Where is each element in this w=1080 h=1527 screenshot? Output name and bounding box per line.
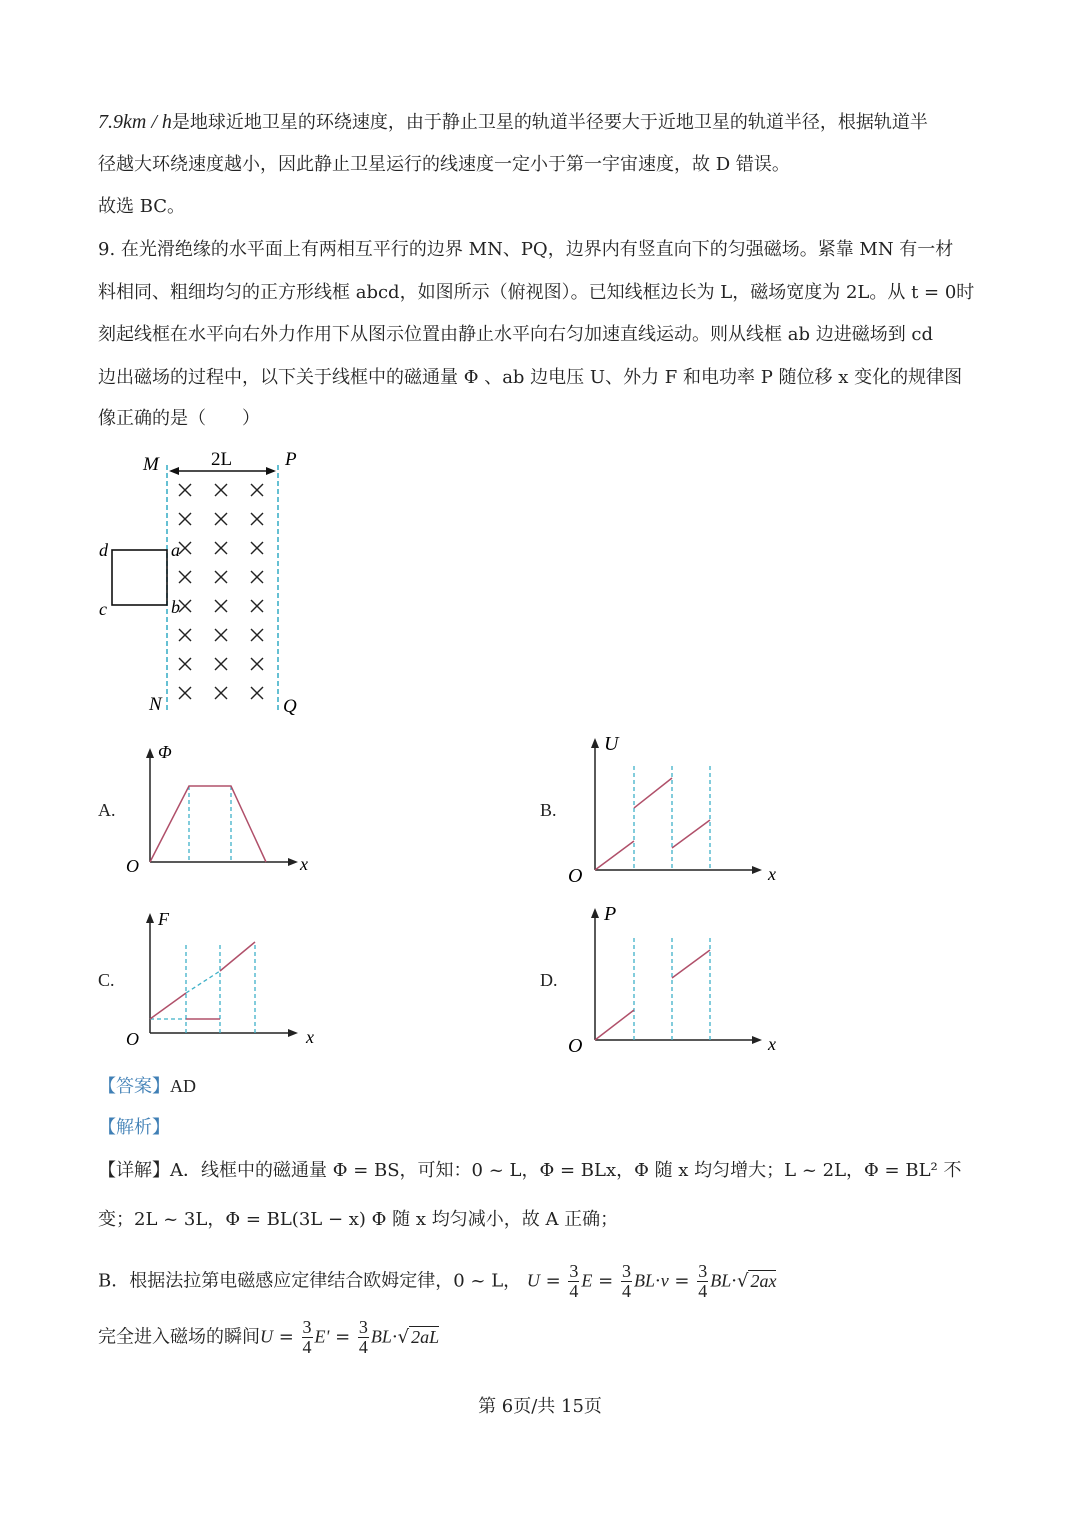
graph-b-voltage bbox=[560, 728, 790, 888]
prev-solution-line-2: 径越大环绕速度越小，因此静止卫星运行的线速度一定小于第一宇宙速度，故 D 错误。 bbox=[98, 154, 790, 175]
svg-text:O: O bbox=[126, 856, 139, 876]
detail-b-line-1: B．根据法拉第电磁感应定律结合欧姆定律，0 ~ L， U = $\frac{3}{4}$ E = $\frac{3}{4}$ BL·v = $\frac{3}{4}$ BL·√ 2ax bbox=[98, 1261, 777, 1301]
graph-c-force bbox=[120, 905, 330, 1050]
detail-b-line-2: 完全进入磁场的瞬间U = $\frac{3}{4}$ E' = $\frac{3}{4}$ BL·√ 2aL bbox=[98, 1317, 440, 1357]
detail-a-line-2: 变；2L ~ 3L，Φ = BL(3L − x) Φ 随 x 均匀减小，故 A 正确； bbox=[98, 1209, 619, 1230]
field-crosses bbox=[179, 484, 263, 699]
question-line-1: 9. 在光滑绝缘的水平面上有两相互平行的边界 MN、PQ，边界内有竖直向下的匀强磁场。紧靠 MN 有一材 bbox=[98, 239, 954, 260]
svg-text:O: O bbox=[568, 1035, 583, 1057]
svg-text:P: P bbox=[285, 449, 297, 470]
svg-text:x: x bbox=[768, 1034, 776, 1054]
answer-line bbox=[98, 1074, 196, 1099]
answer-value: AD bbox=[170, 1076, 196, 1096]
svg-text:Q: Q bbox=[283, 696, 297, 717]
option-b-label: B. bbox=[540, 800, 557, 820]
svg-text:x: x bbox=[300, 854, 308, 874]
svg-text:M: M bbox=[143, 454, 159, 475]
question-line-2: 料相同、粗细均匀的正方形线框 abcd，如图所示（俯视图）。已知线框边长为 L，磁场宽度为 2L。从 t = 0时 bbox=[98, 282, 975, 303]
question-line-4: 边出磁场的过程中，以下关于线框中的磁通量 Φ 、ab 边电压 U、外力 F 和电功率 P 随位移 x 变化的规律图 bbox=[98, 367, 963, 388]
page-footer: 第 6页/共 15页 bbox=[478, 1396, 602, 1417]
svg-text:x: x bbox=[306, 1027, 314, 1047]
option-d-label: D. bbox=[540, 970, 558, 990]
width-label: 2L bbox=[211, 449, 233, 470]
svg-text:U: U bbox=[604, 733, 619, 755]
svg-text:F: F bbox=[158, 909, 169, 929]
svg-text:b: b bbox=[171, 597, 180, 617]
svg-text:x: x bbox=[768, 864, 776, 884]
option-a-label: A. bbox=[98, 800, 116, 820]
speed-value: 7.9km / h bbox=[98, 111, 172, 133]
question-line-5: 像正确的是（ ） bbox=[98, 408, 260, 429]
detail-a-line-1: 【详解】A．线框中的磁通量 Φ = BS，可知：0 ~ L，Φ = BLx，Φ 随 x 均匀增大；L ~ 2L，Φ = BL² 不 bbox=[98, 1160, 962, 1181]
graph-d-power bbox=[560, 898, 790, 1058]
question-line-3: 刻起线框在水平向右外力作用下从图示位置由静止水平向右匀加速直线运动。则从线框 ab 边进磁场到 cd bbox=[98, 324, 934, 345]
graph-a-flux bbox=[120, 740, 320, 880]
detail-tag: 【详解】 bbox=[98, 1160, 170, 1181]
svg-text:c: c bbox=[99, 599, 107, 619]
analysis-tag: 【解析】 bbox=[98, 1117, 170, 1138]
magnetic-field-figure bbox=[95, 445, 315, 720]
svg-text:Φ: Φ bbox=[158, 742, 172, 762]
svg-text:O: O bbox=[126, 1029, 139, 1049]
prev-solution-line-3: 故选 BC。 bbox=[98, 196, 186, 217]
svg-text:O: O bbox=[568, 865, 583, 887]
option-c-label: C. bbox=[98, 970, 115, 990]
answer-tag: 【答案】 bbox=[98, 1076, 170, 1097]
prev-solution-line-1: 7.9km / h是地球近地卫星的环绕速度，由于静止卫星的轨道半径要大于近地卫星的轨道半径，根据轨道半 bbox=[98, 111, 928, 133]
svg-text:d: d bbox=[99, 540, 108, 560]
svg-text:N: N bbox=[149, 694, 162, 715]
svg-text:a: a bbox=[171, 540, 180, 560]
svg-text:P: P bbox=[604, 903, 617, 925]
